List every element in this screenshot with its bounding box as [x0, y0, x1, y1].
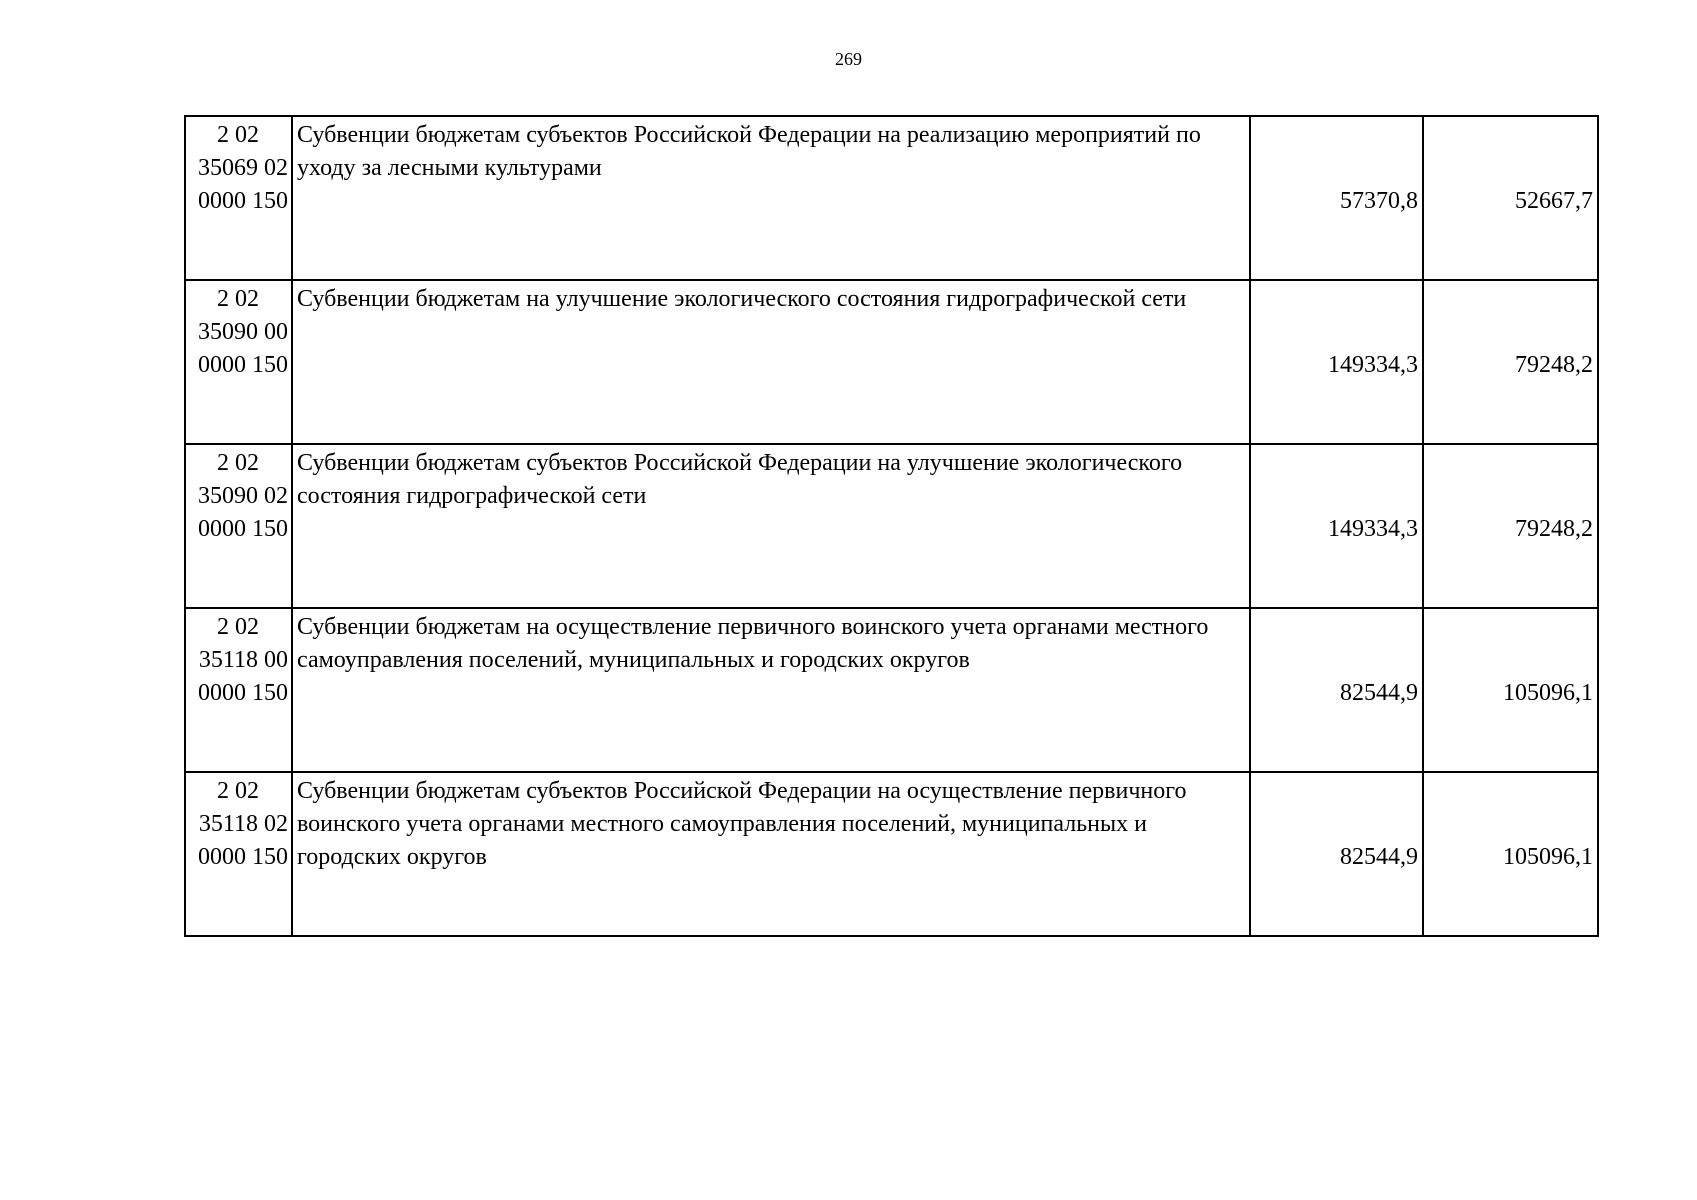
budget-code-part: 0000 150	[198, 680, 288, 706]
budget-code-part: 0000 150	[198, 352, 288, 378]
budget-code-cell	[185, 116, 292, 280]
value-1-cell: 57370,8	[1250, 116, 1423, 280]
budget-code-part: 2 02	[217, 286, 259, 312]
budget-code-part: 35069 02	[198, 155, 288, 181]
budget-code-part: 0000 150	[198, 844, 288, 870]
item-name-cell: Субвенции бюджетам субъектов Российской Федерации на улучшение экологического состояния гидрографической сети	[292, 444, 1250, 608]
value-2-cell: 105096,1	[1423, 608, 1598, 772]
budget-code-cell	[185, 772, 292, 936]
table-row	[185, 280, 1598, 444]
budget-code-cell	[185, 444, 292, 608]
value-1-cell: 82544,9	[1250, 772, 1423, 936]
budget-code-part: 35090 02	[198, 483, 288, 509]
budget-table	[184, 115, 1599, 937]
page-number: 269	[835, 49, 862, 69]
value-2-cell: 105096,1	[1423, 772, 1598, 936]
budget-code-part: 0000 150	[198, 188, 288, 214]
value-2-cell: 79248,2	[1423, 444, 1598, 608]
budget-code-part: 35090 00	[198, 319, 288, 345]
budget-code-cell	[185, 280, 292, 444]
table-row	[185, 116, 1598, 280]
item-name-cell: Субвенции бюджетам субъектов Российской Федерации на реализацию мероприятий по уходу за лесными культурами	[292, 116, 1250, 280]
value-2-cell: 79248,2	[1423, 280, 1598, 444]
item-name-cell: Субвенции бюджетам субъектов Российской Федерации на осуществление первичного воинского учета органами местного самоуправления поселений, муниципальных и городских округов	[292, 772, 1250, 936]
budget-code-part: 2 02	[217, 450, 259, 476]
value-2-cell: 52667,7	[1423, 116, 1598, 280]
item-name-cell: Субвенции бюджетам на улучшение экологического состояния гидрографической сети	[292, 280, 1250, 444]
item-name-cell: Субвенции бюджетам на осуществление первичного воинского учета органами местного самоуправления поселений, муниципальных и городских округов	[292, 608, 1250, 772]
table-row	[185, 772, 1598, 936]
value-1-cell: 149334,3	[1250, 280, 1423, 444]
value-1-cell: 149334,3	[1250, 444, 1423, 608]
budget-code-part: 2 02	[217, 778, 259, 804]
table-row	[185, 444, 1598, 608]
budget-code-part: 2 02	[217, 614, 259, 640]
budget-code-cell	[185, 608, 292, 772]
value-1-cell: 82544,9	[1250, 608, 1423, 772]
budget-code-part: 0000 150	[198, 516, 288, 542]
budget-code-part: 35118 02	[198, 811, 288, 837]
budget-code-part: 35118 00	[198, 647, 288, 673]
budget-code-part: 2 02	[217, 122, 259, 148]
table-row	[185, 608, 1598, 772]
